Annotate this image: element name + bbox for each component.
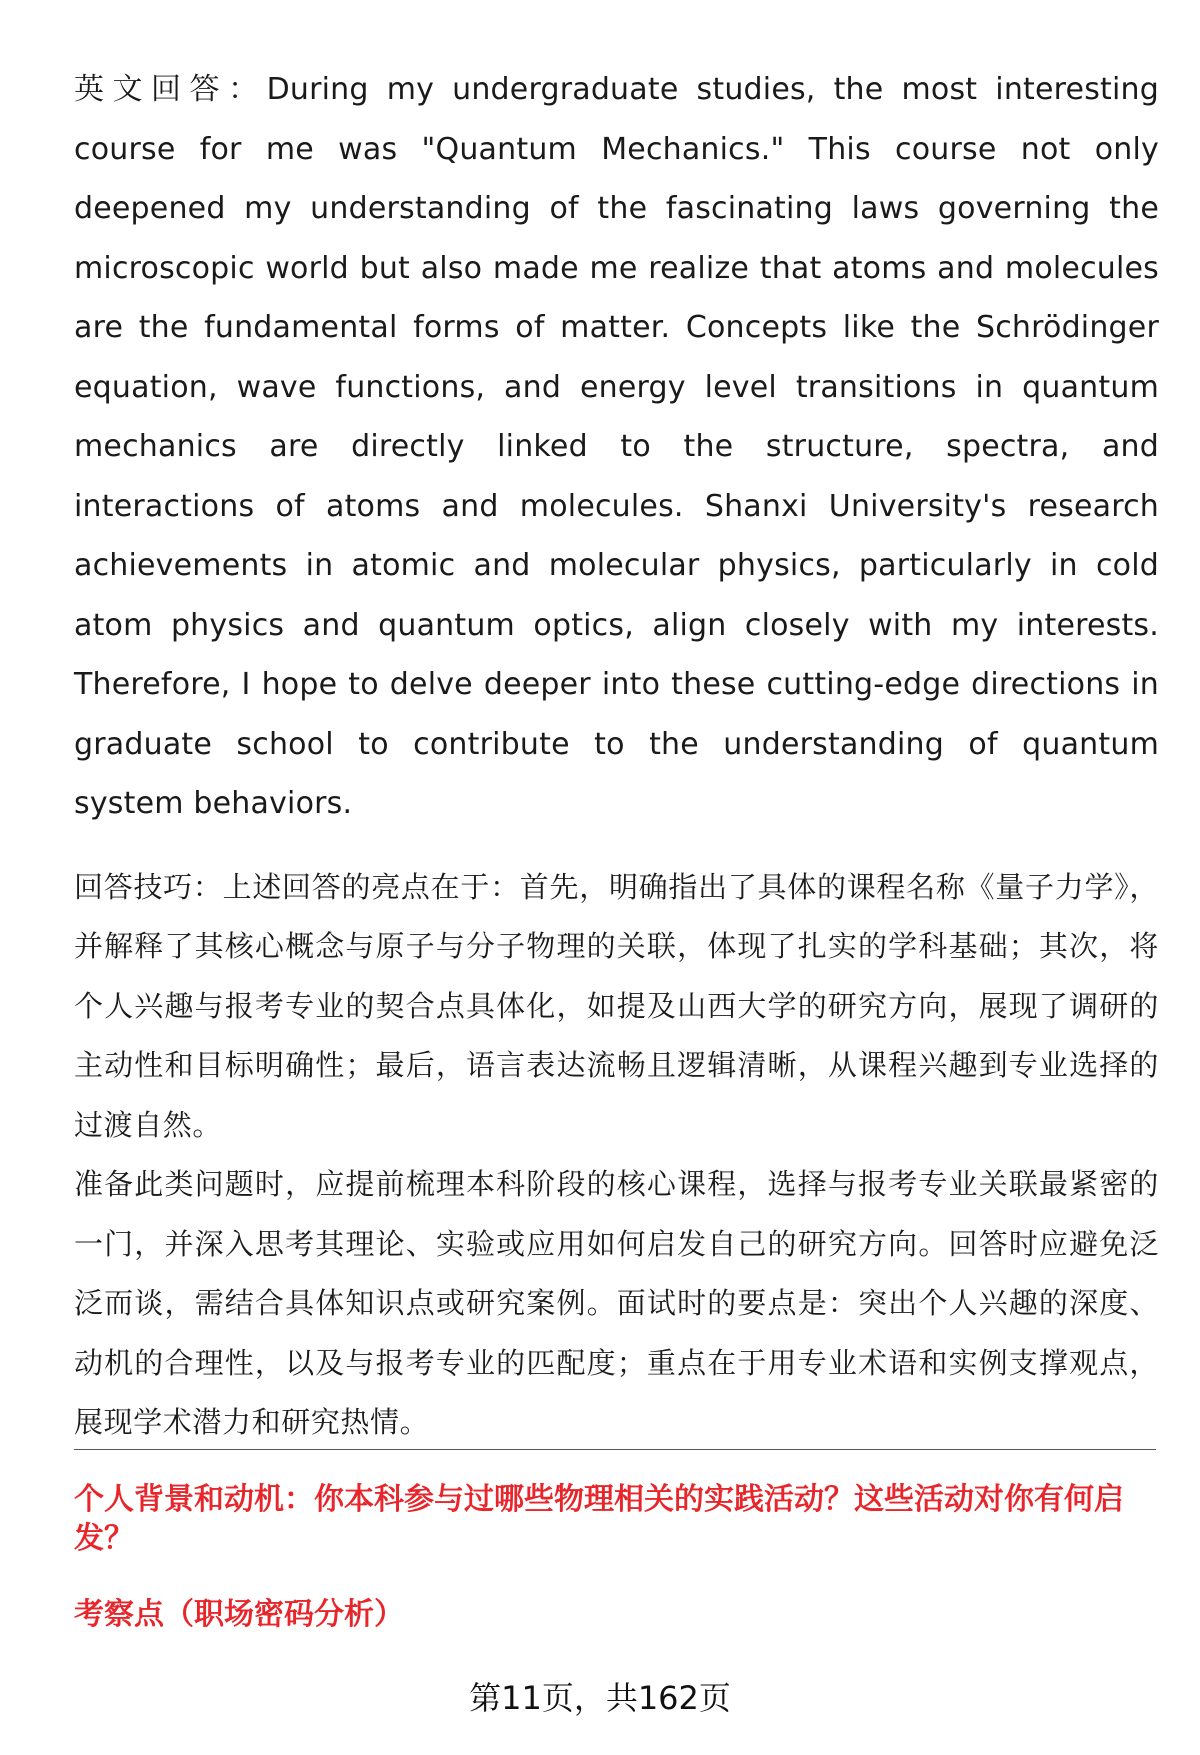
english-answer-text: During my undergraduate studies, the most interesting course for me was "Quantum Mechanics." This course not only deepened my understanding of the fascinating laws governing the microscopic world but also made me realize that atoms and molecules are the fundamental forms of matter. Concepts like the Schrödinger equation, wave functions, and energy level transitions in quantum mechanics are directly linked to the structure, spectra, and interactions of atoms and molecules. Shanxi University's research achievements in atomic and molecular physics, particularly in cold atom physics and quantum optics, align closely with my interests. Therefore, I hope to delve deeper into these cutting-edge directions in graduate school to contribute to the understanding of quantum system behaviors.: [74, 72, 1159, 821]
english-answer-label: 英文回答：: [74, 72, 267, 107]
answer-tips-text: 上述回答的亮点在于：首先，明确指出了具体的课程名称《量子力学》，并解释了其核心概念与原子与分子物理的关联，体现了扎实的学科基础；其次，将个人兴趣与报考专业的契合点具体化，如提及山西大学的研究方向，展现了调研的主动性和目标明确性；最后，语言表达流畅且逻辑清晰，从课程兴趣到专业选择的过渡自然。: [74, 869, 1159, 1142]
page-number: 第11页，共162页: [469, 1679, 731, 1717]
page-content: [74, 60, 1159, 1453]
english-answer-paragraph: [74, 60, 1159, 834]
section-divider: [74, 1449, 1156, 1450]
answer-tips-label: 回答技巧：: [74, 869, 223, 904]
next-question-title: 个人背景和动机：你本科参与过哪些物理相关的实践活动？这些活动对你有何启发？: [74, 1482, 1124, 1556]
assessment-points-heading: 考察点（职场密码分析）: [74, 1597, 404, 1632]
answer-tips-paragraph: [74, 858, 1159, 1156]
preparation-advice-paragraph: 准备此类问题时，应提前梳理本科阶段的核心课程，选择与报考专业关联最紧密的一门，并深入思考其理论、实验或应用如何启发自己的研究方向。回答时应避免泛泛而谈，需结合具体知识点或研究案例。面试时的要点是：突出个人兴趣的深度、动机的合理性，以及与报考专业的匹配度；重点在于用专业术语和实例支撑观点，展现学术潜力和研究热情。: [74, 1167, 1159, 1439]
